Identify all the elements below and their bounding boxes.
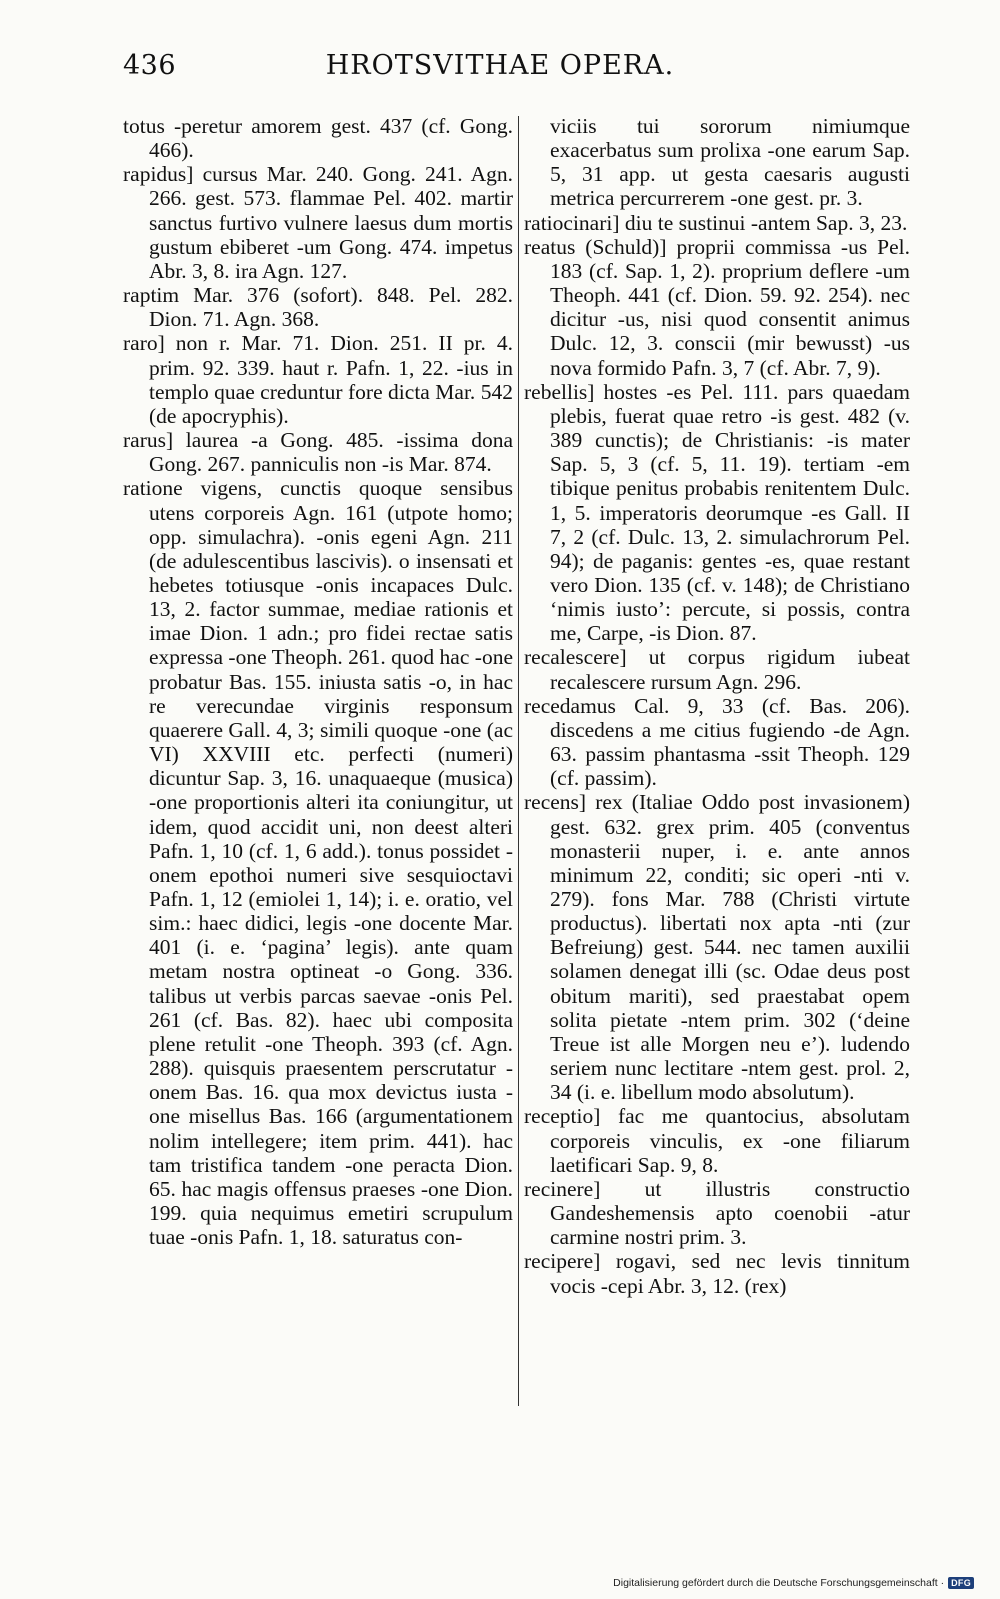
lexicon-entry: reatus (Schuld)] proprii commissa -us Pel. 183 (cf. Sap. 1, 2). proprium deflere -um Theoph. 441 (cf. Dion. 59. 92. 254). nec dicitur -us, nisi quod consentit animus Dulc. 12, 3. conscii (mir bewusst) -us nova formido Pafn. 3, 7 (cf. Abr. 7, 9). [524, 234, 910, 380]
lexicon-entry: raro] non r. Mar. 71. Dion. 251. II pr. 4. prim. 92. 339. haut r. Pafn. 1, 22. -ius in templo quae creduntur fore dicta Mar. 542 (de apocryphis). [123, 331, 513, 428]
lexicon-entry: totus -peretur amorem gest. 437 (cf. Gong. 466). [123, 114, 513, 163]
page-header [0, 50, 1000, 90]
lexicon-entry: recinere] ut illustris constructio Gandeshemensis apto coenobii -atur carmine nostri prim. 3. [524, 1176, 910, 1250]
running-title: HROTSVITHAE OPERA. [325, 50, 675, 81]
column-divider [518, 116, 519, 1406]
lexicon-entry: recalescere] ut corpus rigidum iubeat recalescere rursum Agn. 296. [524, 645, 910, 694]
lexicon-entry: rarus] laurea -a Gong. 485. -issima dona Gong. 267. panniculis non -is Mar. 874. [123, 428, 513, 477]
lexicon-entry-continued: viciis tui sororum nimiumque exacerbatus sum prolixa -one earum Sap. 5, 31 app. ut gesta caesaris augusti metrica percurrerem -one gest. pr. 3. [550, 114, 910, 211]
lexicon-entry: recedamus Cal. 9, 33 (cf. Bas. 206). discedens a me citius fugiendo -de Agn. 63. passim phantasma -ssit Theoph. 129 (cf. passim). [524, 693, 910, 791]
lexicon-entry: ratiocinari] diu te sustinui -antem Sap. 3, 23. [524, 210, 908, 235]
left-column [123, 114, 513, 1249]
digitization-credit [613, 1577, 974, 1589]
lexicon-entry: ratione vigens, cunctis quoque sensibus utens corporeis Agn. 161 (utpote homo; opp. simulachra). -onis egeni Agn. 211 (de adulescentibus lascivis). o insensati et hebetes totiusque -onis incapaces Dulc. 13, 2. factor summae, mediae rationis et imae Dion. 1 adn.; pro fidei rectae satis expressa -one Theoph. 261. quod hac -one probatur Bas. 155. iniusta satis -o, in hac re verecundae virginis responsum quaerere Gall. 4, 3; simili quoque -one (ac VI) XXVIII etc. perfecti (numeri) dicuntur Sap. 3, 16. unaquaeque (musica) -one proportionis alteri ita coniungitur, ut idem, quod accidit uni, non deest alteri Pafn. 1, 10 (cf. 1, 6 add.). tonus possidet -onem epothoi numeri sive sesquioctavi Pafn. 1, 12 (emiolei 1, 14); i. e. oratio, vel sim.: haec didici, legis -one docente Mar. 401 (i. e. ‘pagina’ legis). ante quam metam nostra optineat -o Gong. 336. talibus ut verbis parcas saevae -onis Pel. 261 (cf. Bas. 82). haec ubi composita plene retulit -one Theoph. 393 (cf. Agn. 288). quisquis praesentem perscrutatur -onem Bas. 16. qua mox devictus iusta -one misellus Bas. 166 (argumentationem nolim intellegere; item prim. 441). hac tam tristifica tandem -one peracta Dion. 65. hac magis offensus praeses -one Dion. 199. quia nequimus emetiri scrupulum tuae -onis Pafn. 1, 18. saturatus con- [123, 476, 513, 1250]
lexicon-entry: recipere] rogavi, sed nec levis tinnitum vocis -cepi Abr. 3, 12. (rex) [524, 1249, 910, 1298]
lexicon-entry: rapidus] cursus Mar. 240. Gong. 241. Agn. 266. gest. 573. flammae Pel. 402. martir sanctus furtivo vulnere laesus dum mortis gustum ebiberet -um Gong. 474. impetus Abr. 3, 8. ira Agn. 127. [123, 162, 513, 283]
lexicon-entry: rebellis] hostes -es Pel. 111. pars quaedam plebis, fuerat quae retro -is gest. 482 (v. 389 cunctis); de Christianis: -is mater Sap. 5, 3 (cf. 5, 11. 19). tertiam -em tibique penitus probabis renitentem Dulc. 1, 5. imperatoris deorumque -es Gall. II 7, 2 (cf. Dulc. 13, 2. simulachrorum Pel. 94); de paganis: gentes -es, quae restant vero Dion. 135 (cf. v. 148); de Christiano ‘nimis iusto’: percute, si possis, contra me, Carpe, -is Dion. 87. [524, 379, 910, 646]
lexicon-entry: raptim Mar. 376 (sofort). 848. Pel. 282. Dion. 71. Agn. 368. [123, 283, 513, 332]
dfg-logo-icon: DFG [948, 1577, 974, 1589]
lexicon-entry: recens] rex (Italiae Oddo post invasionem) gest. 632. grex prim. 405 (conventus monasterii nuper, i. e. ante annos minimum 22, conditi; sic operi -nti v. 279). fons Mar. 788 (Christi virtute productus). libertati nox apta -nti (zur Befreiung) gest. 544. nec tamen auxilii solamen denegat illi (sc. Odae deus post obitum mariti), sed praestabat opem solita pietate -ntem prim. 302 (‘deine Treue ist alle Morgen neu e’). ludendo seriem nunc lectitare -ntem gest. prol. 2, 34 (i. e. libellum modo absolutum). [524, 790, 910, 1105]
right-column [524, 114, 910, 1298]
credit-text: Digitalisierung gefördert durch die Deutsche Forschungsgemeinschaft · [613, 1577, 945, 1589]
lexicon-entry: receptio] fac me quantocius, absolutam corporeis vinculis, ex -one filiarum laetificari Sap. 9, 8. [524, 1104, 910, 1177]
page-number: 436 [123, 50, 177, 81]
